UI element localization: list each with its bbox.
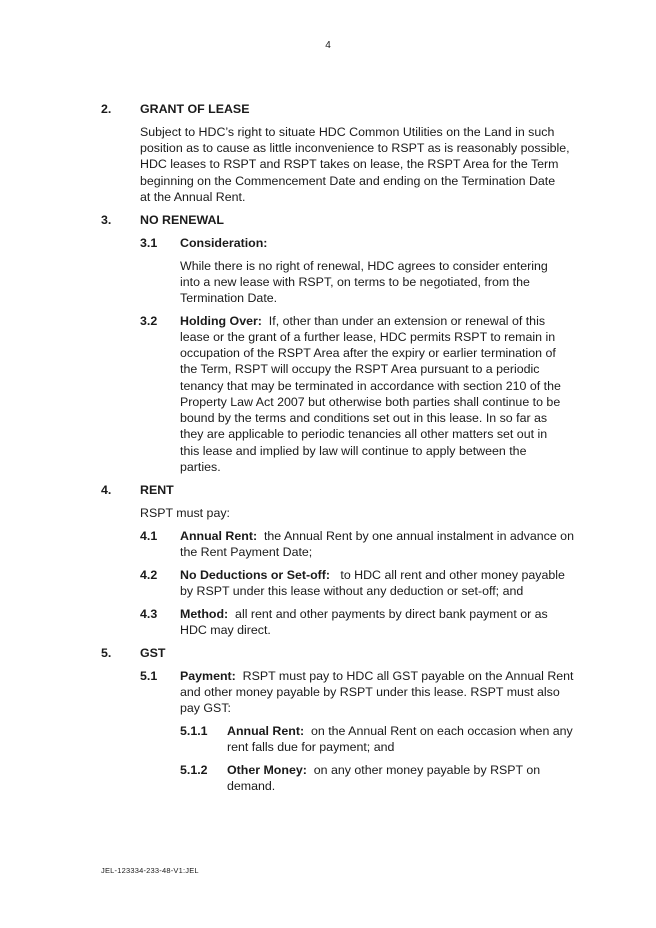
- method-line: HDC may direct.: [180, 623, 271, 637]
- payment-line: pay GST:: [180, 701, 231, 715]
- other-money-line: demand.: [227, 779, 276, 793]
- document-reference-footer: JEL-123334-233-48-V1:JEL: [101, 866, 199, 875]
- grant-of-lease-line: HDC leases to RSPT and RSPT takes on lease, the RSPT Area for the Term: [140, 157, 559, 171]
- no-deductions-first-text: to HDC all rent and other money payable: [330, 568, 565, 582]
- section-number: 4.: [101, 483, 112, 497]
- grant-of-lease-line: beginning on the Commencement Date and ending on the Termination Date: [140, 174, 556, 188]
- gst-annual-rent-first-line: [227, 723, 573, 739]
- holding-over-line: lease or the grant of a further lease, HDC permits RSPT to remain in: [180, 330, 556, 344]
- subclause-number: 5.1.1: [180, 724, 208, 738]
- section-heading-rent: RENT: [140, 483, 174, 497]
- grant-of-lease-line: at the Annual Rent.: [140, 190, 246, 204]
- annual-rent-first-text: the Annual Rent by one annual instalment in advance on: [257, 529, 574, 543]
- gst-annual-rent-first-text: on the Annual Rent on each occasion when any: [304, 724, 573, 738]
- payment-first-text: RSPT must pay to HDC all GST payable on the Annual Rent: [235, 669, 574, 683]
- holding-over-line: parties.: [180, 460, 221, 474]
- no-deductions-line: by RSPT under this lease without any deduction or set-off; and: [180, 584, 524, 598]
- other-money-first-line: [227, 762, 540, 778]
- holding-over-first-line: [180, 313, 545, 329]
- payment-line: and other money payable by RSPT under this lease. RSPT must also: [180, 685, 560, 699]
- clause-number: 4.1: [140, 529, 158, 543]
- consideration-line: While there is no right of renewal, HDC agrees to consider entering: [180, 259, 548, 273]
- no-deductions-first-line: [180, 567, 565, 583]
- section-number: 5.: [101, 646, 112, 660]
- annual-rent-first-line: [180, 528, 574, 544]
- gst-annual-rent-line: rent falls due for payment; and: [227, 740, 395, 754]
- section-heading-no-renewal: NO RENEWAL: [140, 213, 224, 227]
- clause-number: 3.2: [140, 314, 158, 328]
- clause-number: 5.1: [140, 669, 158, 683]
- section-number: 3.: [101, 213, 112, 227]
- holding-over-line: the Term, RSPT will occupy the RSPT Area pursuant to a periodic: [180, 362, 540, 376]
- subclause-number: 5.1.2: [180, 763, 208, 777]
- rent-intro: RSPT must pay:: [140, 506, 230, 520]
- section-heading-gst: GST: [140, 646, 166, 660]
- holding-over-line: tenancy that may be terminated in accordance with section 210 of the: [180, 379, 561, 393]
- clause-number: 4.3: [140, 607, 158, 621]
- annual-rent-line: the Rent Payment Date;: [180, 545, 313, 559]
- payment-first-line: [180, 668, 574, 684]
- grant-of-lease-line: Subject to HDC’s right to situate HDC Common Utilities on the Land in such: [140, 125, 555, 139]
- clause-heading-consideration: Consideration:: [180, 236, 268, 250]
- method-first-text: all rent and other payments by direct bank payment or as: [228, 607, 548, 621]
- method-first-line: [180, 606, 548, 622]
- page-number: 4: [325, 40, 331, 51]
- clause-heading-method: Method:: [180, 607, 229, 621]
- holding-over-first-text: If, other than under an extension or renewal of this: [261, 314, 546, 328]
- consideration-line: Termination Date.: [180, 291, 278, 305]
- clause-number: 3.1: [140, 236, 158, 250]
- holding-over-line: occupation of the RSPT Area after the expiry or earlier termination of: [180, 346, 556, 360]
- section-number: 2.: [101, 102, 112, 116]
- holding-over-line: they are applicable to periodic tenancies all other matters set out in: [180, 427, 548, 441]
- clause-heading-no-deductions: No Deductions or Set-off:: [180, 568, 331, 582]
- grant-of-lease-line: position as to cause as little inconvenience to RSPT as is reasonably possible,: [140, 141, 570, 155]
- clause-number: 4.2: [140, 568, 158, 582]
- subclause-heading-annual-rent: Annual Rent:: [227, 724, 305, 738]
- clause-heading-payment: Payment:: [180, 669, 236, 683]
- other-money-first-text: on any other money payable by RSPT on: [306, 763, 541, 777]
- holding-over-line: bound by the terms and conditions set out in this lease. In so far as: [180, 411, 548, 425]
- section-heading-grant-of-lease: GRANT OF LEASE: [140, 102, 250, 116]
- subclause-heading-other-money: Other Money:: [227, 763, 307, 777]
- consideration-line: into a new lease with RSPT, on terms to be negotiated, from the: [180, 275, 530, 289]
- clause-heading-holding-over: Holding Over:: [180, 314, 262, 328]
- holding-over-line: this lease and implied by law will continue to apply between the: [180, 444, 527, 458]
- holding-over-line: Property Law Act 2007 but otherwise both parties shall continue to be: [180, 395, 561, 409]
- clause-heading-annual-rent: Annual Rent:: [180, 529, 258, 543]
